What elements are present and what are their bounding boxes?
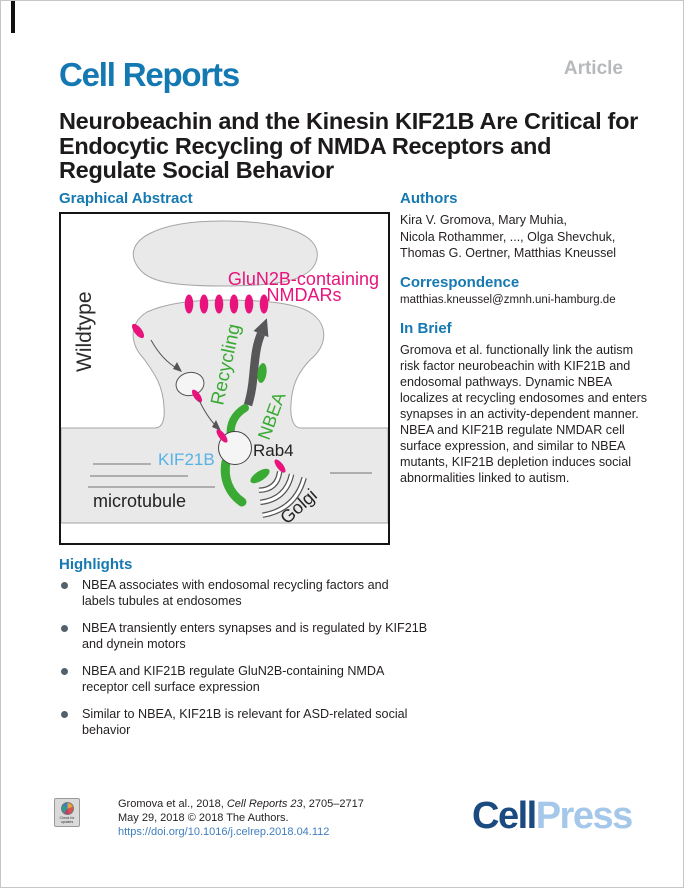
receptor-label-line1: GluN2B-containing [227,269,379,289]
highlight-line: and dynein motors [82,636,186,651]
golgi-label: Golgi [276,484,321,528]
highlight-line: labels tubules at endosomes [82,593,242,608]
in-brief-heading: In Brief [400,320,452,337]
paper-title-line: Regulate Social Behavior [59,157,334,183]
highlight-item [59,621,442,652]
correspondence-heading: Correspondence [400,274,520,291]
highlight-line: NBEA transiently enters synapses and is regulated by KIF21B [82,621,428,635]
paper-title [59,109,639,183]
nbea-label: NBEA [253,389,290,443]
rab4-label: Rab4 [253,441,294,460]
correspondence-email-link[interactable]: matthias.kneussel@zmnh.uni-hamburg.de [400,294,616,306]
citation-prefix: Gromova et al., 2018, [118,798,227,810]
citation-block [118,797,364,839]
author-line: Nicola Rothammer, ..., Olga Shevchuk, [400,229,616,244]
graphical-abstract-heading: Graphical Abstract [59,190,193,207]
citation-journal: Cell Reports 23 [226,798,303,810]
journal-logo: Cell Reports [59,56,239,93]
cellpress-logo-cell: Cell [472,795,536,837]
synapse-diagram [61,214,388,543]
author-line: Thomas G. Oertner, Matthias Kneussel [400,246,617,260]
author-line: Kira V. Gromova, Mary Muhia, [400,213,567,227]
citation-line3 [118,825,364,839]
highlight-line: Similar to NBEA, KIF21B is relevant for ASD-related social [82,707,408,721]
authors-heading: Authors [400,190,458,207]
highlight-item [59,664,442,695]
bullet-icon [61,668,68,675]
paper-title-line: Neurobeachin and the Kinesin KIF21B Are Critical for [59,108,638,134]
cellpress-logo-press: Press [535,795,632,837]
crossmark-icon [61,802,74,815]
in-brief-text: Gromova et al. functionally link the autism risk factor neurobeachin with KIF21B and endosomal pathways. Dynamic NBEA localizes at recycling endosomes and enters synapses in an activity-dependent manner. NBEA and KIF21B regulate NMDAR cell surface expression, and similar to NBEA mutants, KIF21B depletion induces social abnormalities linked to autism. [400,343,648,485]
highlights-list [59,578,442,750]
highlight-line: NBEA and KIF21B regulate GluN2B-containing NMDA [82,664,385,678]
cellpress-logo [472,795,632,838]
highlight-line: behavior [82,722,131,737]
page-edge-mark [11,1,15,33]
microtubule-label: microtubule [93,491,187,511]
highlight-line: NBEA associates with endosomal recycling factors and [82,578,389,592]
author-list [400,212,616,262]
bullet-icon [61,711,68,718]
bullet-icon [61,582,68,589]
check-for-updates-label: Check for updates [59,815,75,824]
citation-line2: May 29, 2018 © 2018 The Authors. [118,812,289,824]
bullet-icon [61,625,68,632]
kif21b-label: KIF21B [158,450,215,469]
highlight-item [59,578,442,609]
paper-title-line: Endocytic Recycling of NMDA Receptors and [59,132,552,159]
highlight-item [59,707,442,738]
recycling-label: Recycling [207,322,246,408]
doi-link[interactable]: https://doi.org/10.1016/j.celrep.2018.04.112 [118,826,330,838]
citation-pages: , 2705–2717 [302,798,364,810]
highlight-line: receptor cell surface expression [82,679,260,694]
check-for-updates-badge[interactable] [54,798,80,827]
article-type-badge: Article [563,58,623,79]
highlights-heading: Highlights [59,556,133,573]
receptor-label-line2: NMDARs [266,285,342,305]
wildtype-label: Wildtype [73,291,96,372]
graphical-abstract-figure [59,212,390,545]
citation-line1 [118,797,364,811]
